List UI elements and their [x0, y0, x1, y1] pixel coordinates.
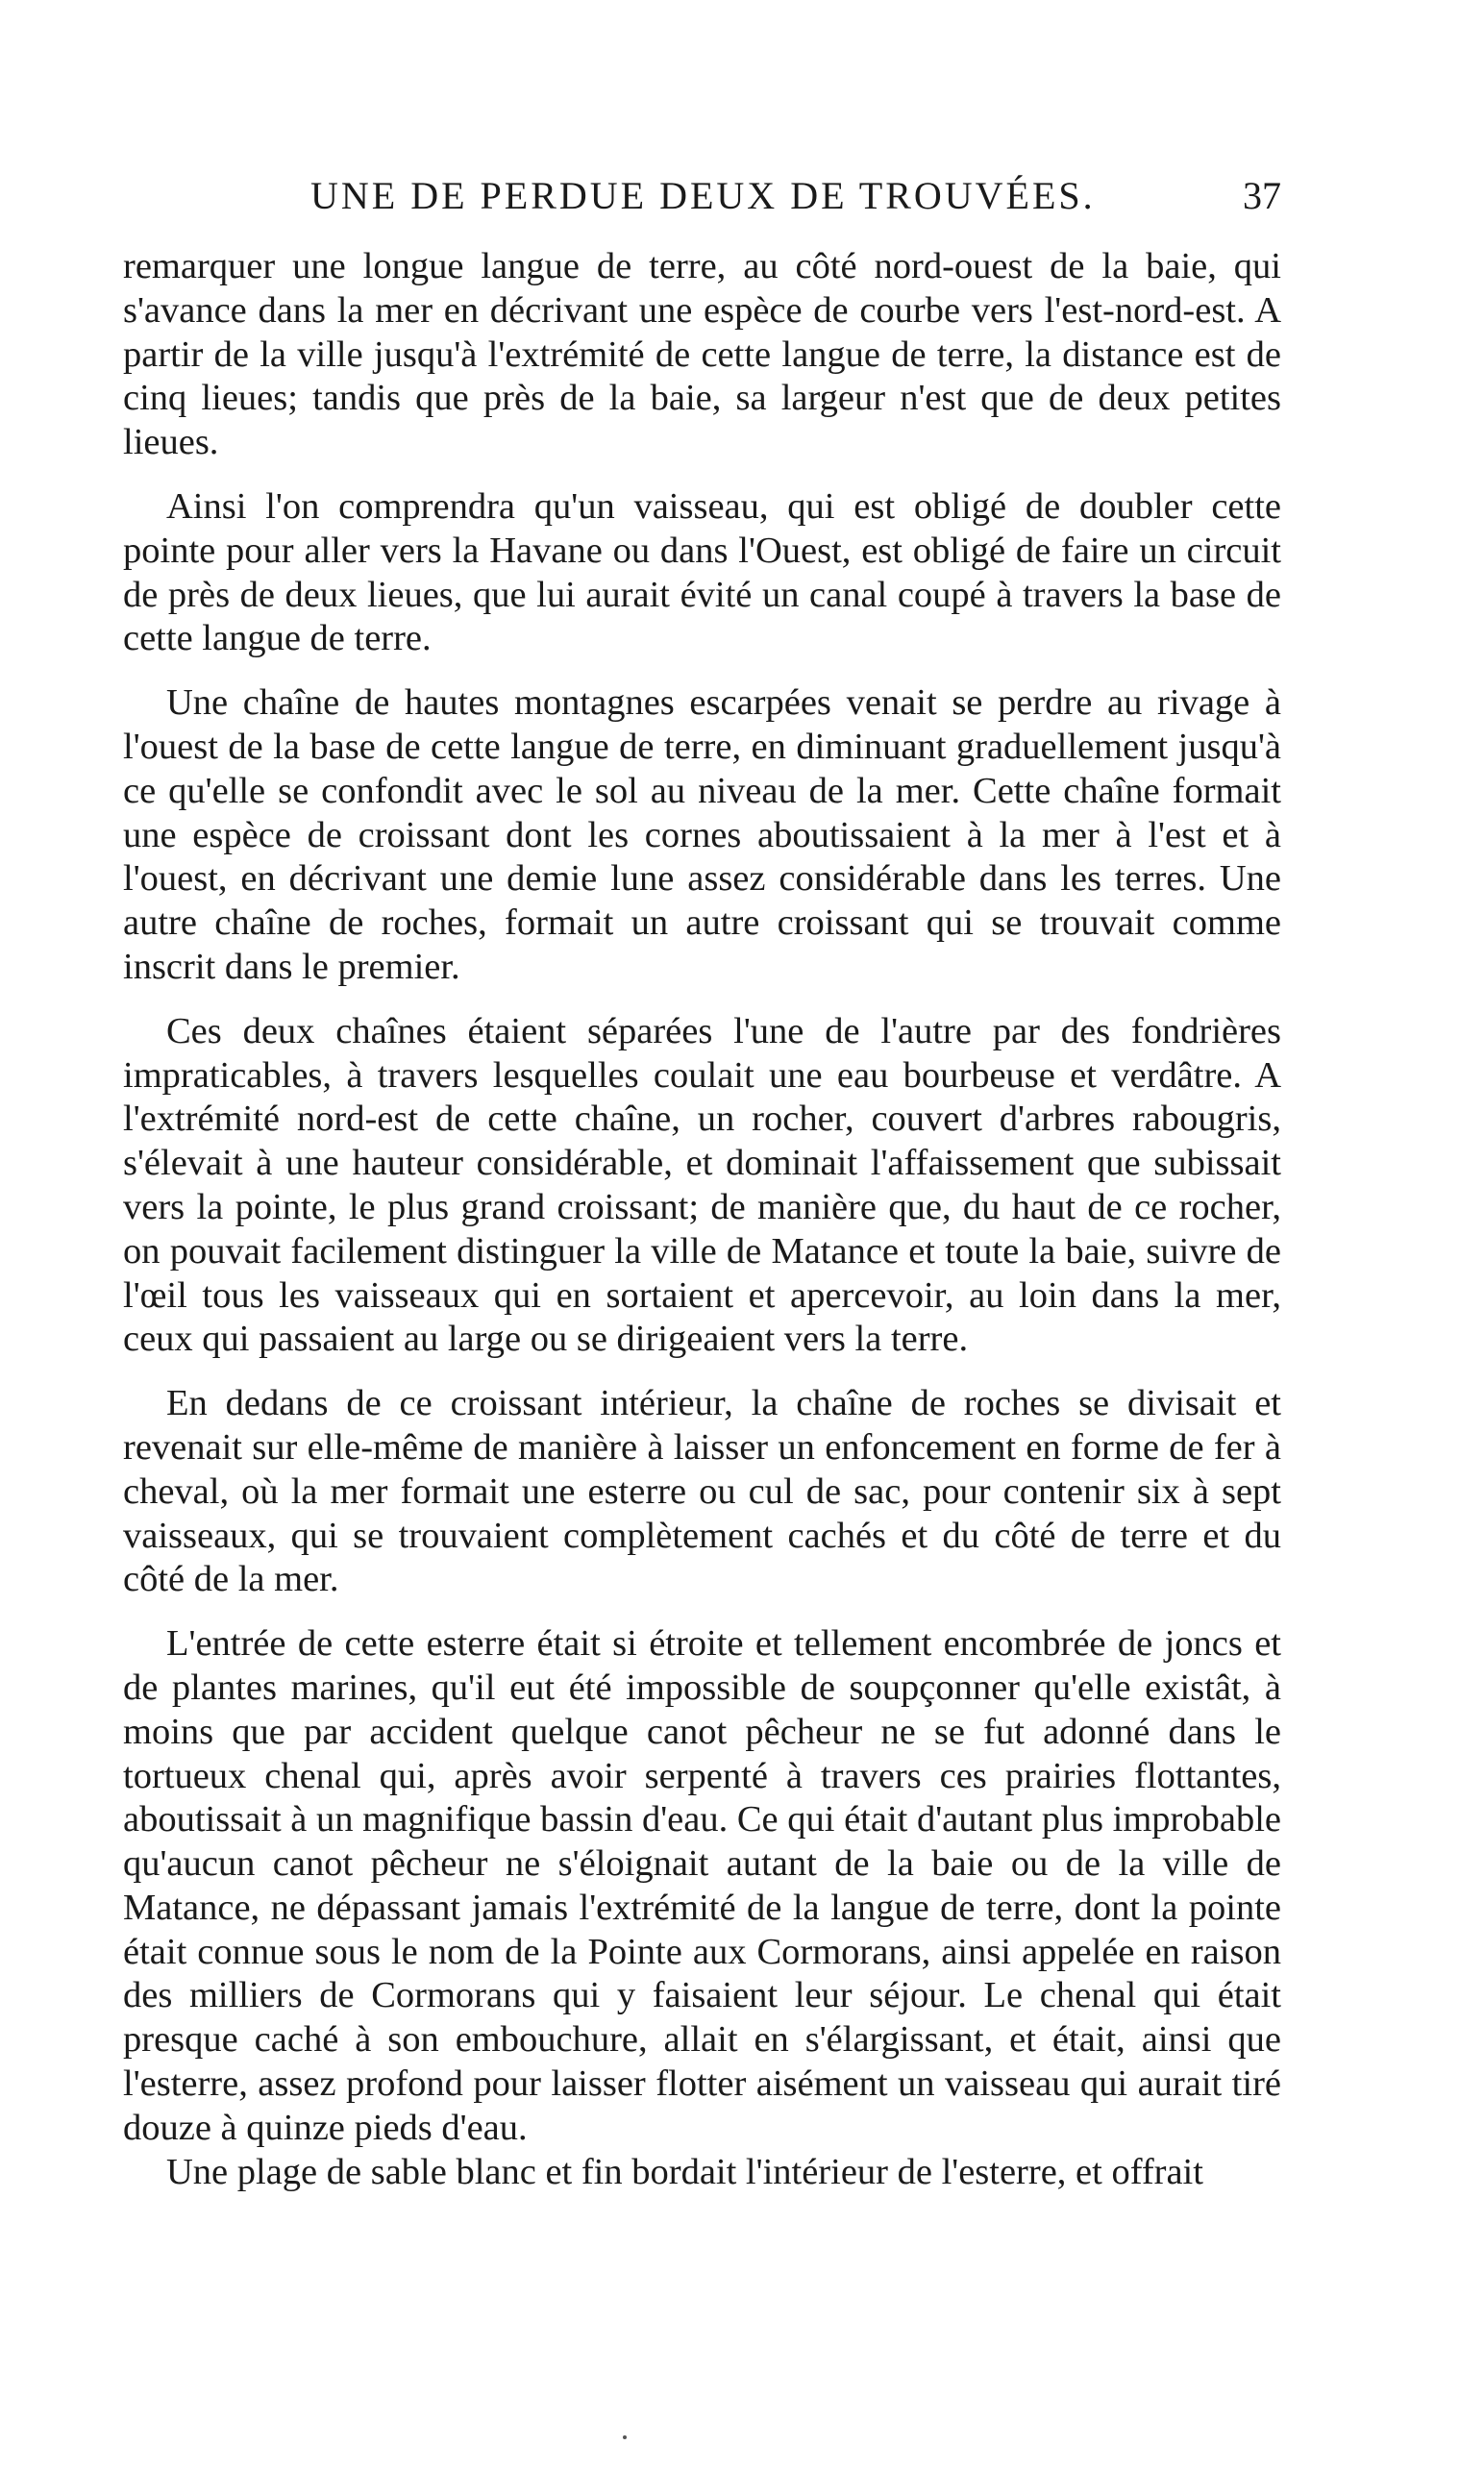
running-title: UNE DE PERDUE DEUX DE TROUVÉES. — [310, 174, 1096, 217]
paragraph: L'entrée de cette esterre était si étroite et tellement encombrée de joncs et de plantes marines, qu'il eut été impossible de soupçonner qu'elle existât, à moins que par accident quelque canot pêcheur ne se fut adonné dans le tortueux chenal qui, après avoir serpenté à travers ces prairies flottantes, aboutissait à un magnifique bassin d'eau. Ce qui était d'autant plus improbable qu'aucun canot pêcheur ne s'éloignait autant de la baie ou de la ville de Matance, ne dépassant jamais l'extrémité de la langue de terre, dont la pointe était connue sous le nom de la Pointe aux Cormorans, ainsi appelée en raison des milliers de Cormorans qui y faisaient leur séjour. Le chenal qui était presque caché à son embouchure, allait en s'élargissant, et était, ainsi que l'esterre, assez profond pour laisser flotter aisément un vaisseau qui aurait tiré douze à quinze pieds d'eau. — [123, 1623, 1281, 2148]
paragraph: Ainsi l'on comprendra qu'un vaisseau, qui est obligé de doubler cette pointe pour aller vers la Havane ou dans l'Ouest, est obligé de faire un circuit de près de deux lieues, que lui aurait évité un canal coupé à travers la base de cette langue de terre. — [123, 485, 1281, 659]
page-header — [123, 173, 1281, 231]
paragraph: En dedans de ce croissant intérieur, la chaîne de roches se divisait et revenait sur elle-même de manière à laisser un enfoncement en forme de fer à cheval, où la mer formait une esterre ou cul de sac, pour contenir six à sept vaisseaux, qui se trouvaient complètement cachés et du côté de terre et du côté de la mer. — [123, 1383, 1281, 1600]
page-number: 37 — [1243, 174, 1281, 217]
body-text — [123, 245, 1281, 2214]
paragraph: Une chaîne de hautes montagnes escarpées venait se perdre au rivage à l'ouest de la base de cette langue de terre, en diminuant graduellement jusqu'à ce qu'elle se confondit avec le sol au niveau de la mer. Cette chaîne formait une espèce de croissant dont les cornes aboutissaient à la mer à l'est et à l'ouest, en décrivant une demie lune assez considérable dans les terres. Une autre chaîne de roches, formait un autre croissant qui se trouvait comme inscrit dans le premier. — [123, 682, 1281, 987]
paragraph: Une plage de sable blanc et fin bordait l'intérieur de l'esterre, et offrait — [166, 2151, 1203, 2192]
paragraph: Ces deux chaînes étaient séparées l'une de l'autre par des fondrières impraticables, à travers lesquelles coulait une eau bourbeuse et verdâtre. A l'extrémité nord-est de cette chaîne, un rocher, couvert d'arbres rabougris, s'élevait à une hauteur considérable, et dominait l'affaissement que subissait vers la pointe, le plus grand croissant; de manière que, du haut de ce rocher, on pouvait facilement distinguer la ville de Matance et toute la baie, suivre de l'œil tous les vaisseaux qui en sortaient et apercevoir, au loin dans la mer, ceux qui passaient au large ou se dirigeaient vers la terre. — [123, 1010, 1281, 1360]
paragraph-continued: remarquer une longue langue de terre, au côté nord-ouest de la baie, qui s'avance dans la mer en décrivant une espèce de courbe vers l'est-nord-est. A partir de la ville jusqu'à l'extrémité de cette langue de terre, la distance est de cinq lieues; tandis que près de la baie, sa largeur n'est que de deux petites lieues. — [123, 246, 1281, 463]
paper-speck — [623, 2435, 627, 2439]
